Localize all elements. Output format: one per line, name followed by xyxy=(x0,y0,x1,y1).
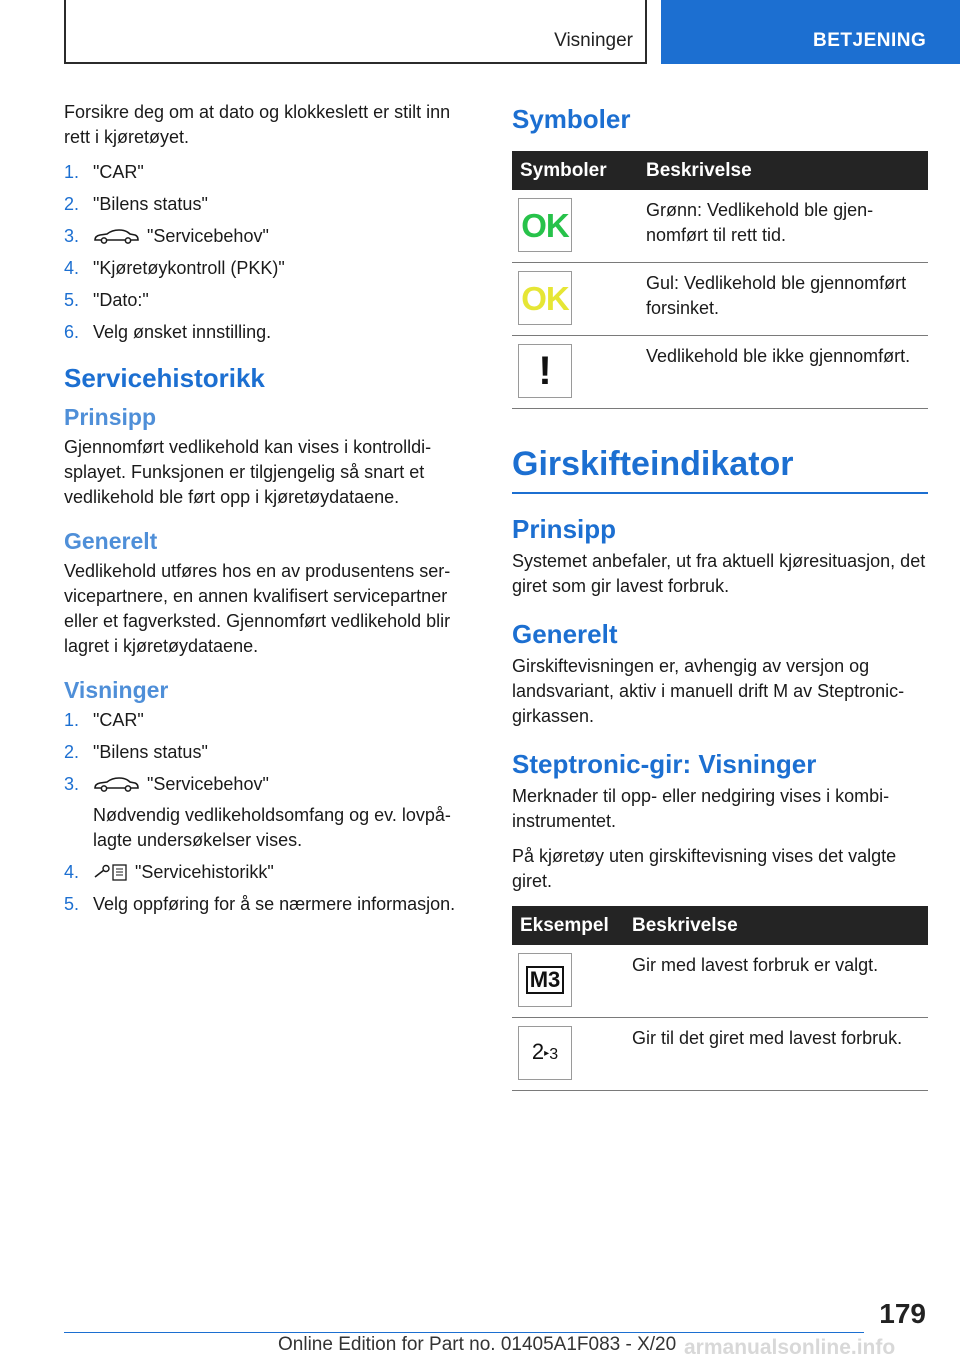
symbol-table xyxy=(512,151,928,409)
list-item: 4. "Kjøretøykontroll (PKK)" xyxy=(64,258,285,278)
list-item: 3. "Servicebehov" Nødvendig vedlikeholdsomfang og ev. lovpålagte undersøkelser vises. xyxy=(64,772,479,853)
table-header-row xyxy=(512,151,928,190)
ok-yellow-icon: OK xyxy=(518,271,572,325)
steps-list-date xyxy=(64,160,479,345)
list-item: 6. Velg ønsket innstilling. xyxy=(64,322,272,342)
prinsipp-paragraph: Systemet anbefaler, ut fra aktuell kjøresituasjon, det giret som gir lavest forbruk. xyxy=(512,551,926,596)
table-row xyxy=(512,945,928,1018)
table-header-cell: Eksempel xyxy=(512,906,624,945)
exclamation-icon: ! xyxy=(518,344,572,398)
intro-paragraph: Forsikre deg om at dato og klokkeslett er stilt inn rett i kjøretøyet. xyxy=(64,102,451,147)
steptronic-paragraph-1: Merknader til opp- eller nedgiring vises i kombiinstrumentet. xyxy=(512,786,890,831)
page-number: 179 xyxy=(879,1298,926,1329)
prinsipp-heading: Prinsipp xyxy=(512,514,617,544)
table-header-cell: Beskrivelse xyxy=(624,906,928,945)
table-cell: Gul: Vedlikehold ble gjennomført forsinket. xyxy=(638,263,928,336)
right-column xyxy=(512,100,928,1103)
list-item-note: Nødvendig vedlikeholdsomfang og ev. lovpålagte undersøkelser vises. xyxy=(93,805,451,850)
table-row xyxy=(512,1018,928,1091)
steps-list-history xyxy=(64,708,479,917)
generelt-paragraph: Vedlikehold utføres hos en av produsentens servicepartnere, en annen kvalifisert servicepartner eller et fagverksted. Gjennomført vedlikehold blir lagret i kjøretøydataene. xyxy=(64,561,451,656)
header-section-title: Visninger xyxy=(554,30,633,51)
girskifteindikator-heading: Girskifteindikator xyxy=(512,445,928,494)
visninger-heading: Visninger xyxy=(64,677,169,703)
car-icon xyxy=(93,776,139,792)
service-history-icon xyxy=(93,863,129,881)
generelt-paragraph: Girskiftevisningen er, avhengig av versjon og landsvariant, aktiv i manuell drift M av Steptronic-girkassen. xyxy=(512,656,905,726)
steptronic-heading: Steptronic-gir: Visninger xyxy=(512,749,817,779)
list-item: 5. Velg oppføring for å se nærmere informasjon. xyxy=(64,894,456,914)
table-header-row xyxy=(512,906,928,945)
list-item: 5. "Dato:" xyxy=(64,290,149,310)
table-header-cell: Symboler xyxy=(512,151,638,190)
steptronic-paragraph-2: På kjøretøy uten girskiftevisning vises det valgte giret. xyxy=(512,846,897,891)
gear-shift-2-to-3-icon: 2▸3 xyxy=(518,1026,572,1080)
table-cell: Gir til det giret med lavest forbruk. xyxy=(624,1018,928,1091)
list-item: 4. "Servicehistorikk" xyxy=(64,862,274,882)
table-cell: Vedlikehold ble ikke gjennomført. xyxy=(638,336,928,409)
list-item: 1. "CAR" xyxy=(64,162,144,182)
symboler-heading: Symboler xyxy=(512,104,631,134)
list-item: 1. "CAR" xyxy=(64,710,144,730)
header-chapter-tab xyxy=(661,0,960,64)
table-cell: Gir med lavest forbruk er valgt. xyxy=(624,945,928,1018)
table-cell: Grønn: Vedlikehold ble gjennomført til rett tid. xyxy=(638,190,928,263)
footer-rule xyxy=(64,1332,864,1333)
list-item: 2. "Bilens status" xyxy=(64,742,208,762)
table-header-cell: Beskrivelse xyxy=(638,151,928,190)
table-row xyxy=(512,263,928,336)
watermark: armanualsonline.info xyxy=(684,1336,896,1359)
footer-edition-text: Online Edition for Part no. 01405A1F083 - X/20 xyxy=(278,1334,677,1355)
gear-m3-icon: M3 xyxy=(518,953,572,1007)
table-row xyxy=(512,190,928,263)
ok-green-icon: OK xyxy=(518,198,572,252)
header-section-box xyxy=(64,0,647,64)
generelt-heading: Generelt xyxy=(64,528,158,554)
list-item: 3. "Servicebehov" xyxy=(64,226,269,246)
car-icon xyxy=(93,228,139,244)
generelt-heading: Generelt xyxy=(512,619,618,649)
prinsipp-paragraph: Gjennomført vedlikehold kan vises i kontrolldisplayet. Funksjonen er tilgjengelig så snart et vedlikehold ble ført opp i kjøretøydataene. xyxy=(64,437,432,507)
list-item: 2. "Bilens status" xyxy=(64,194,208,214)
table-row xyxy=(512,336,928,409)
prinsipp-heading: Prinsipp xyxy=(64,404,157,430)
servicehistorikk-heading: Servicehistorikk xyxy=(64,363,265,393)
gear-example-table xyxy=(512,906,928,1091)
header-chapter-label: BETJENING xyxy=(813,30,927,51)
left-column xyxy=(64,100,479,931)
